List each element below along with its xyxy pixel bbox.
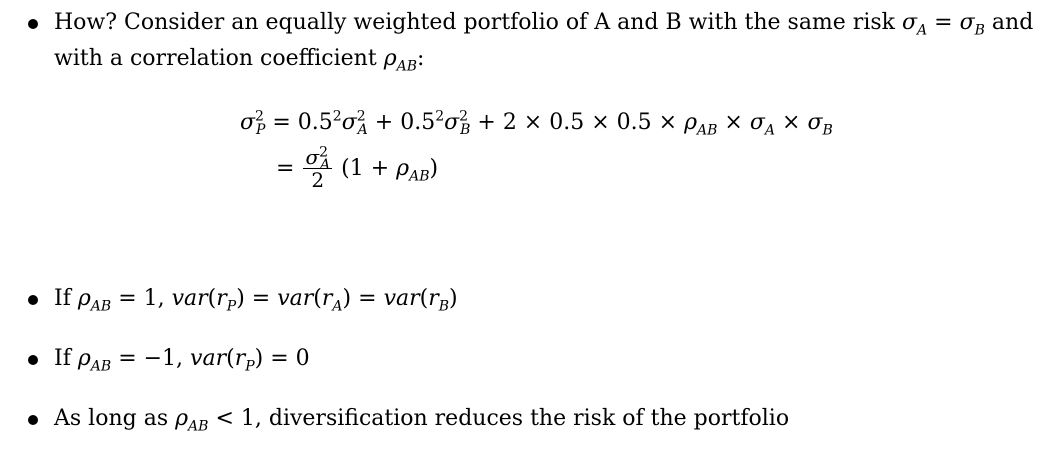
rho-symbol: ρ: [77, 286, 91, 311]
bullet-1-text: How? Consider an equally weighted portfolio of A and B with the same risk: [54, 10, 895, 35]
sub-a: A: [357, 122, 368, 139]
equation-line-2: [276, 146, 438, 191]
times-sign: ×: [782, 110, 801, 135]
sup-2: 2: [435, 108, 445, 125]
sup-2: 2: [459, 108, 469, 125]
equals-sign: =: [251, 286, 271, 311]
sigma-p: σ: [240, 110, 256, 135]
sub-b: B: [974, 22, 985, 39]
sigma-b: σ: [444, 110, 460, 135]
equals-sign: =: [934, 10, 953, 35]
sigma-symbol: σ: [901, 10, 918, 35]
bullet-1-line-2: [54, 46, 425, 75]
sub-a: A: [332, 298, 343, 315]
bullet-2-text: If $\rho_{AB} = 1$, $var(r_P) = var(r_A) = var(r_B)$: [54, 286, 458, 315]
sub-b: B: [438, 298, 450, 315]
bullet-1-line-1: [54, 10, 1034, 39]
if-word: If: [54, 286, 71, 311]
rho-symbol: ρ: [77, 346, 91, 371]
bullet-1-line-2-text: with a correlation coefficient: [54, 46, 377, 71]
sub-a: A: [917, 22, 928, 39]
equals-sign: =: [276, 156, 295, 181]
as-long-as: As long as: [54, 406, 169, 431]
bullet-dot: [28, 295, 38, 305]
var-word: var: [190, 346, 227, 371]
sub-a: A: [320, 157, 331, 173]
sup-2: 2: [332, 108, 342, 125]
fraction-denominator: 2: [311, 168, 325, 192]
sup-2: 2: [319, 144, 329, 161]
var-word: var: [277, 286, 314, 311]
sub-ab: AB: [90, 358, 112, 375]
sub-p: P: [226, 298, 237, 315]
rho-symbol: ρ: [396, 156, 410, 181]
sigma-a: σ: [341, 110, 357, 135]
sigma-b: σ: [807, 110, 823, 135]
fraction: [303, 146, 332, 191]
sub-ab: AB: [90, 298, 112, 315]
times-sign: ×: [724, 110, 743, 135]
bullet-1: [28, 10, 1034, 80]
bullet-dot: [28, 19, 38, 29]
sub-ab: AB: [409, 168, 430, 185]
rho-symbol: ρ: [175, 406, 189, 431]
sup-2: 2: [356, 108, 366, 125]
sigma-a: σ: [305, 145, 320, 169]
equation-line-1: [240, 108, 833, 139]
coef-1: = 0.5: [272, 110, 333, 135]
bullet-dot: [28, 355, 38, 365]
sub-b: B: [822, 122, 833, 139]
bullet-2: [28, 286, 828, 320]
paren-close: ): [429, 156, 439, 181]
bullet-3: [28, 346, 828, 380]
sub-a: A: [764, 122, 775, 139]
sub-ab: AB: [396, 58, 418, 75]
sigma-symbol: σ: [959, 10, 975, 35]
var-word: var: [171, 286, 208, 311]
sigma-a: σ: [749, 110, 765, 135]
rho-symbol: ρ: [383, 46, 397, 71]
sub-ab: AB: [697, 122, 718, 139]
cross-term: + 2 × 0.5 × 0.5 ×: [477, 110, 678, 135]
value-text: = 1,: [118, 286, 165, 311]
paren-open: (1 +: [341, 156, 390, 181]
fraction-numerator: [303, 144, 332, 173]
sub-b: B: [460, 122, 471, 139]
bullet-dot: [28, 415, 38, 425]
sub-ab: AB: [188, 418, 209, 435]
conclusion-text: < 1, diversification reduces the risk of the portfolio: [215, 406, 790, 431]
bullet-1-end-text: and: [991, 10, 1034, 35]
bullet-4: [28, 406, 1028, 440]
bullet-4-text: [54, 406, 790, 435]
sub-p: P: [255, 122, 266, 139]
bullet-3-text: If $\rho_{AB} = -1$, $var(r_P) = 0$: [54, 346, 310, 375]
sub-p: P: [245, 358, 255, 375]
var-word: var: [383, 286, 420, 311]
value-text: = −1,: [118, 346, 184, 371]
equals-sign: =: [358, 286, 377, 311]
if-word: If: [54, 346, 71, 371]
zero-text: = 0: [270, 346, 310, 371]
coef-2: + 0.5: [374, 110, 436, 135]
sup-2: 2: [255, 108, 264, 125]
rho-symbol: ρ: [684, 110, 697, 135]
colon: :: [417, 46, 425, 71]
